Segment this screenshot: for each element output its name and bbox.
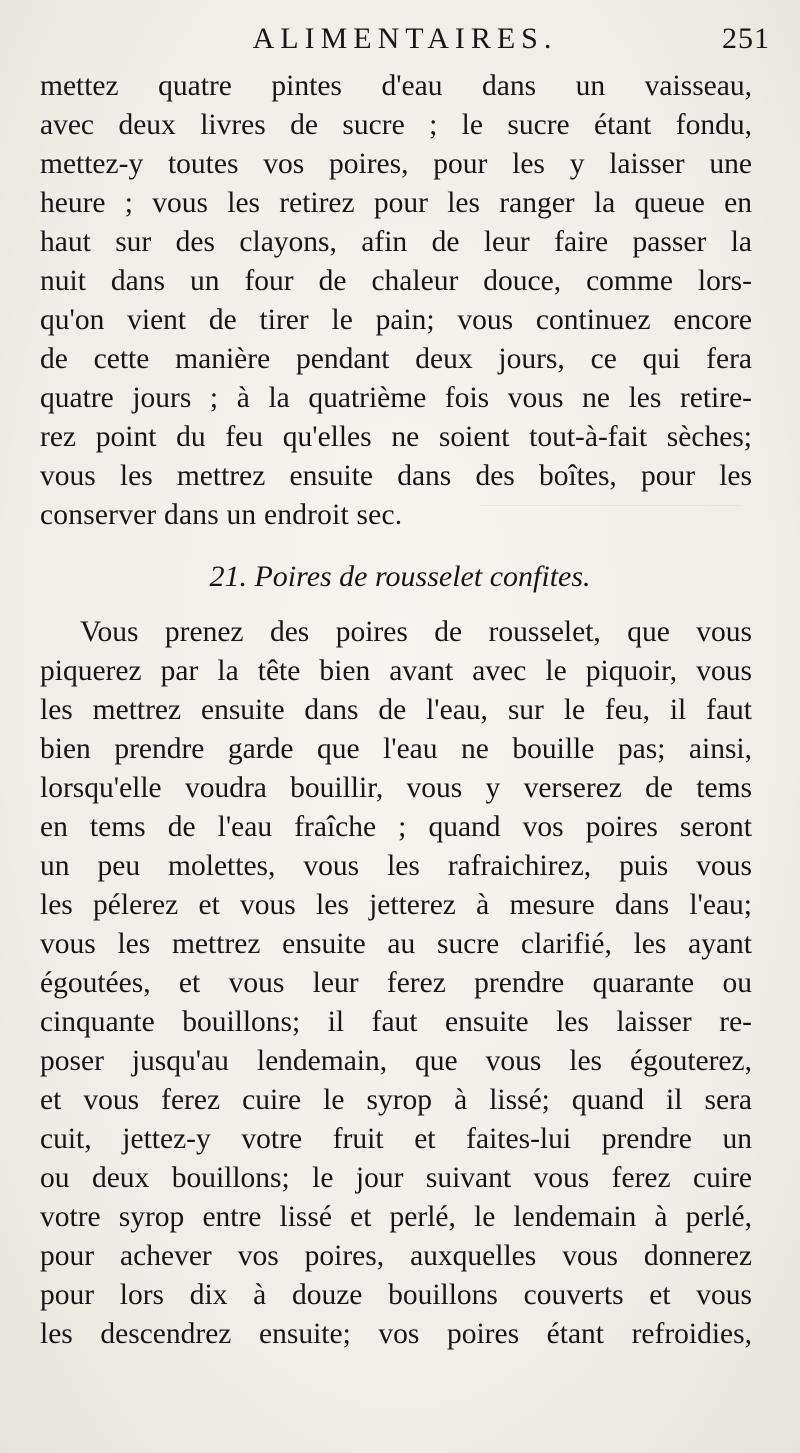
- text-line: votre syrop entre lissé et perlé, le lendemain à perlé,: [40, 1201, 752, 1233]
- text-line: en tems de l'eau fraîche ; quand vos poires seront: [40, 811, 752, 843]
- text-line: nuit dans un four de chaleur douce, comme lors-: [40, 265, 752, 297]
- text-line: qu'on vient de tirer le pain; vous continuez encore: [40, 304, 752, 336]
- text-line: pour lors dix à douze bouillons couverts et vous: [40, 1279, 752, 1311]
- text-line: pour achever vos poires, auxquelles vous donnerez: [40, 1240, 752, 1272]
- text-line: lorsqu'elle voudra bouillir, vous y verserez de tems: [40, 772, 752, 804]
- text-line: Vous prenez des poires de rousselet, que vous: [80, 616, 752, 648]
- text-line: ou deux bouillons; le jour suivant vous ferez cuire: [40, 1162, 752, 1194]
- text-line: vous les mettrez ensuite dans des boîtes, pour les: [40, 460, 752, 492]
- text-line: bien prendre garde que l'eau ne bouille pas; ainsi,: [40, 733, 752, 765]
- text-line: poser jusqu'au lendemain, que vous les égouterez,: [40, 1045, 752, 1077]
- text-line: les descendrez ensuite; vos poires étant refroidies,: [40, 1318, 752, 1350]
- text-line: un peu molettes, vous les rafraichirez, puis vous: [40, 850, 752, 882]
- page-number: 251: [722, 22, 770, 55]
- text-line: piquerez par la tête bien avant avec le piquoir, vous: [40, 655, 752, 687]
- text-line: mettez quatre pintes d'eau dans un vaisseau,: [40, 70, 752, 102]
- text-line: avec deux livres de sucre ; le sucre étant fondu,: [40, 109, 752, 141]
- text-line: conserver dans un endroit sec.: [40, 499, 403, 531]
- text-line: rez point du feu qu'elles ne soient tout-à-fait sèches;: [40, 421, 752, 453]
- text-line: mettez-y toutes vos poires, pour les y laisser une: [40, 148, 752, 180]
- text-line: cuit, jettez-y votre fruit et faites-lui prendre un: [40, 1123, 752, 1155]
- text-line: les mettrez ensuite dans de l'eau, sur le feu, il faut: [40, 694, 752, 726]
- text-line: haut sur des clayons, afin de leur faire passer la: [40, 226, 752, 258]
- text-line: vous les mettrez ensuite au sucre clarifié, les ayant: [40, 928, 752, 960]
- recipe-heading: 21. Poires de rousselet confites.: [209, 560, 591, 593]
- text-line: quatre jours ; à la quatrième fois vous ne les retire-: [40, 382, 752, 414]
- text-line: égoutées, et vous leur ferez prendre quarante ou: [40, 967, 752, 999]
- text-line: heure ; vous les retirez pour les ranger la queue en: [40, 187, 752, 219]
- text-line: de cette manière pendant deux jours, ce qui fera: [40, 343, 752, 375]
- text-line: et vous ferez cuire le syrop à lissé; quand il sera: [40, 1084, 752, 1116]
- text-line: cinquante bouillons; il faut ensuite les laisser re-: [40, 1006, 752, 1038]
- page-header: [40, 22, 770, 62]
- text-line: les pélerez et vous les jetterez à mesure dans l'eau;: [40, 889, 752, 921]
- running-head: ALIMENTAIRES.: [252, 22, 558, 55]
